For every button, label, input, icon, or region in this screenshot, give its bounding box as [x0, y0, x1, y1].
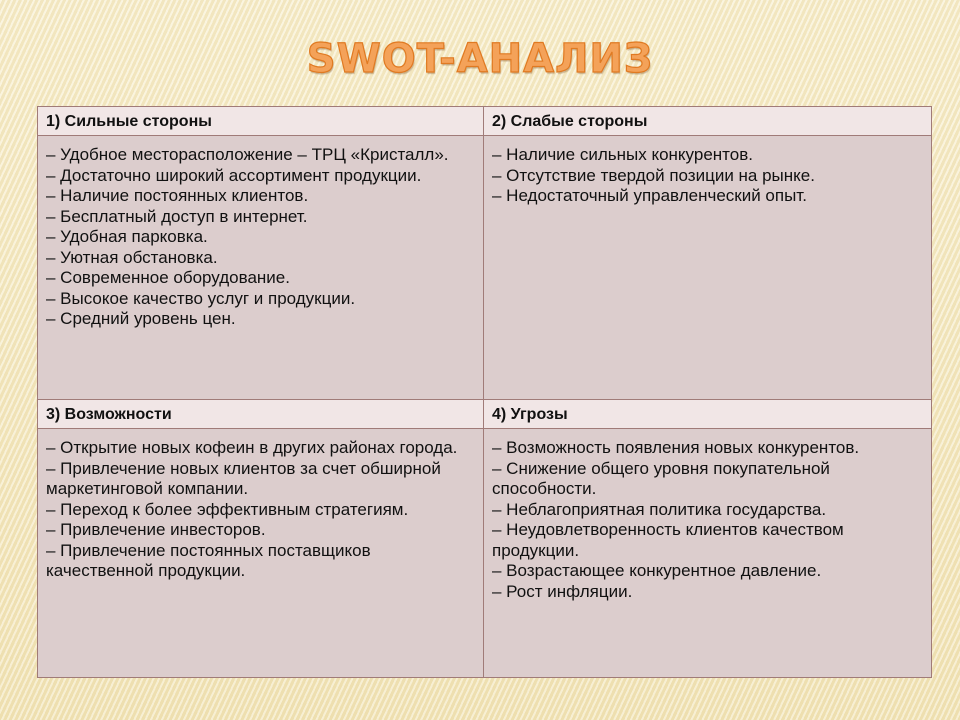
slide-title: SWOT-АНАЛИЗ — [306, 36, 654, 82]
threats-list — [492, 438, 923, 602]
list-item: – Удобное месторасположение – ТРЦ «Кристалл». — [46, 145, 449, 164]
list-item: – Открытие новых кофеин в других районах города. — [46, 438, 458, 457]
strengths-cell — [38, 136, 484, 400]
list-item: – Привлечение инвесторов. — [46, 520, 266, 539]
list-item: – Неблагоприятная политика государства. — [492, 499, 827, 519]
list-item: – Наличие постоянных клиентов. — [46, 186, 309, 205]
swot-table — [37, 106, 932, 678]
weaknesses-cell — [484, 136, 932, 400]
table-row — [38, 429, 932, 678]
list-item: – Бесплатный доступ в интернет. — [46, 206, 308, 226]
table-row — [38, 136, 932, 400]
weaknesses-list — [492, 145, 923, 207]
list-item: – Отсутствие твердой позиции на рынке. — [492, 165, 815, 185]
list-item: – Снижение общего уровня покупательной способности. — [492, 458, 830, 498]
list-item: – Уютная обстановка. — [46, 247, 218, 267]
list-item: – Современное оборудование. — [46, 268, 290, 287]
list-item: – Возможность появления новых конкурентов. — [492, 438, 860, 457]
list-item: – Высокое качество услуг и продукции. — [46, 288, 356, 308]
opportunities-list — [46, 438, 475, 582]
table-row — [38, 400, 932, 429]
list-item: – Средний уровень цен. — [46, 309, 236, 328]
list-item: – Привлечение постоянных поставщиков качественной продукции. — [46, 540, 371, 580]
list-item: – Удобная парковка. — [46, 227, 208, 246]
opportunities-heading: 3) Возможности — [38, 400, 484, 429]
list-item: – Возрастающее конкурентное давление. — [492, 561, 822, 580]
list-item: – Привлечение новых клиентов за счет обширной маркетинговой компании. — [46, 458, 441, 498]
list-item: – Наличие сильных конкурентов. — [492, 145, 753, 164]
weaknesses-heading: 2) Слабые стороны — [484, 107, 932, 136]
list-item: – Недостаточный управленческий опыт. — [492, 186, 807, 205]
threats-cell — [484, 429, 932, 678]
list-item: – Достаточно широкий ассортимент продукции. — [46, 165, 422, 185]
list-item: – Неудовлетворенность клиентов качеством продукции. — [492, 520, 844, 560]
strengths-heading: 1) Сильные стороны — [38, 107, 484, 136]
strengths-list — [46, 145, 475, 330]
list-item: – Рост инфляции. — [492, 581, 633, 601]
opportunities-cell — [38, 429, 484, 678]
table-row — [38, 107, 932, 136]
list-item: – Переход к более эффективным стратегиям. — [46, 499, 409, 519]
threats-heading: 4) Угрозы — [484, 400, 932, 429]
